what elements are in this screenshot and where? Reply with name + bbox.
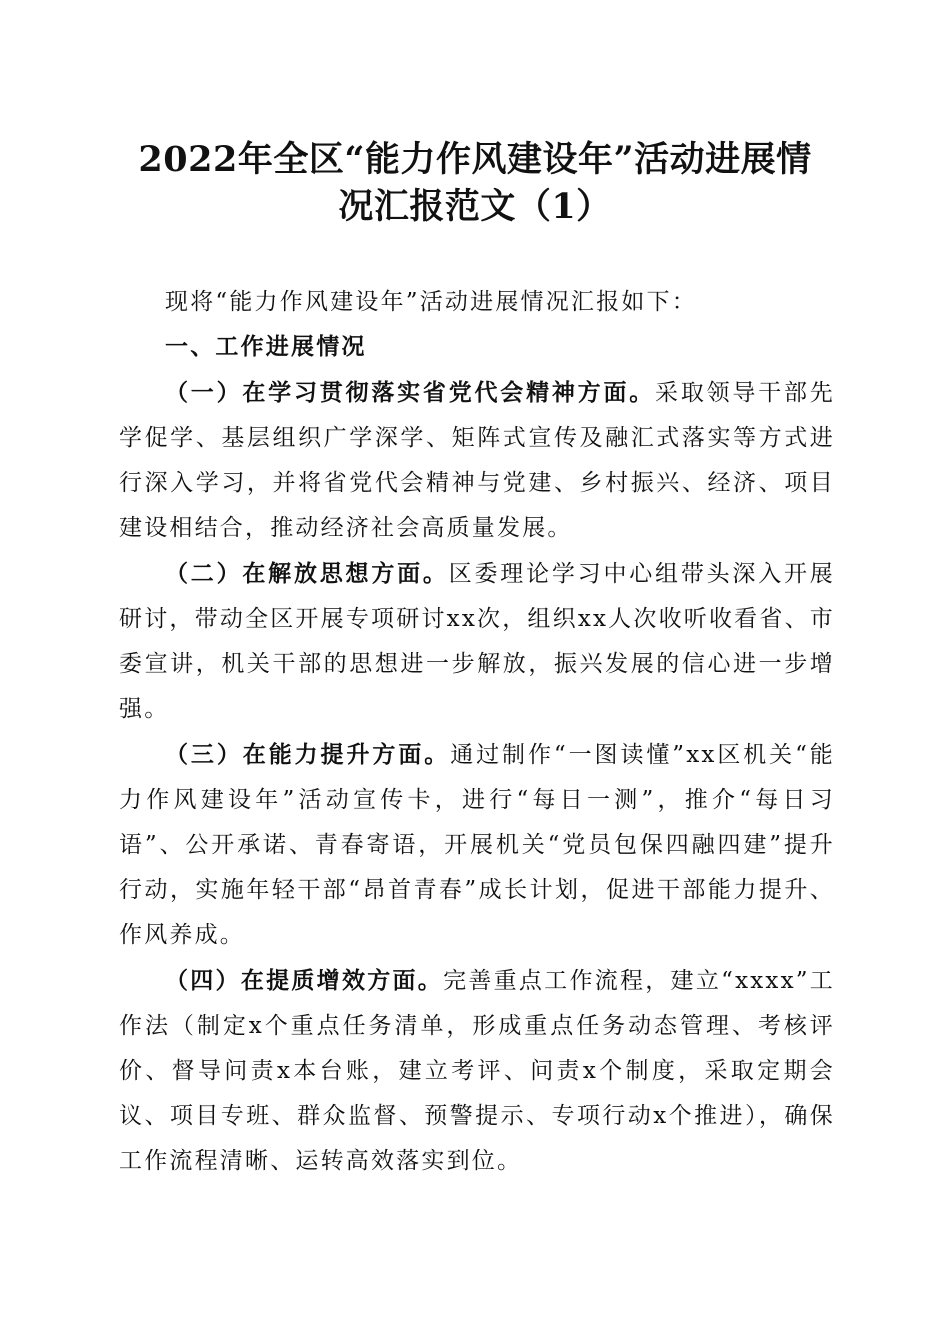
paragraph-1 [119, 370, 835, 551]
paragraph-2-lead: （二）在解放思想方面。 [165, 560, 449, 587]
intro-paragraph: 现将“能力作风建设年”活动进展情况汇报如下： [165, 289, 697, 315]
paragraph-3-text: 通过制作“一图读懂”xx区机关“能力作风建设年”活动宣传卡，进行“每日一测”，推介“每日习语”、公开承诺、青春寄语，开展机关“党员包保四融四建”提升行动，实施年轻干部“昂首青春”成长计划，促进干部能力提升、作风养成。 [119, 742, 835, 948]
document-title [100, 136, 850, 230]
section-heading: 一、工作进展情况 [165, 334, 367, 360]
paragraph-4-text: 完善重点工作流程，建立“xxxx”工作法（制定x个重点任务清单，形成重点任务动态管理、考核评价、督导问责x本台账，建立考评、问责x个制度，采取定期会议、项目专班、群众监督、预警提示、专项行动x个推进），确保工作流程清晰、运转高效落实到位。 [119, 968, 835, 1174]
paragraph-4-lead: （四）在提质增效方面。 [165, 967, 444, 994]
paragraph-3 [119, 732, 835, 958]
title-line-1: 2022年全区“能力作风建设年”活动进展情 [138, 139, 812, 180]
paragraph-1-text: 采取领导干部先学促学、基层组织广学深学、矩阵式宣传及融汇式落实等方式进行深入学习，并将省党代会精神与党建、乡村振兴、经济、项目建设相结合，推动经济社会高质量发展。 [119, 380, 835, 541]
paragraph-2 [119, 551, 835, 732]
paragraph-3-lead: （三）在能力提升方面。 [165, 741, 451, 768]
document-body [119, 280, 835, 1184]
title-line-2: 况汇报范文（1） [338, 186, 612, 227]
paragraph-2-text: 区委理论学习中心组带头深入开展研讨，带动全区开展专项研讨xx次，组织xx人次收听收看省、市委宣讲，机关干部的思想进一步解放，振兴发展的信心进一步增强。 [119, 561, 836, 722]
paragraph-4 [119, 958, 835, 1184]
paragraph-1-lead: （一）在学习贯彻落实省党代会精神方面。 [165, 379, 656, 406]
